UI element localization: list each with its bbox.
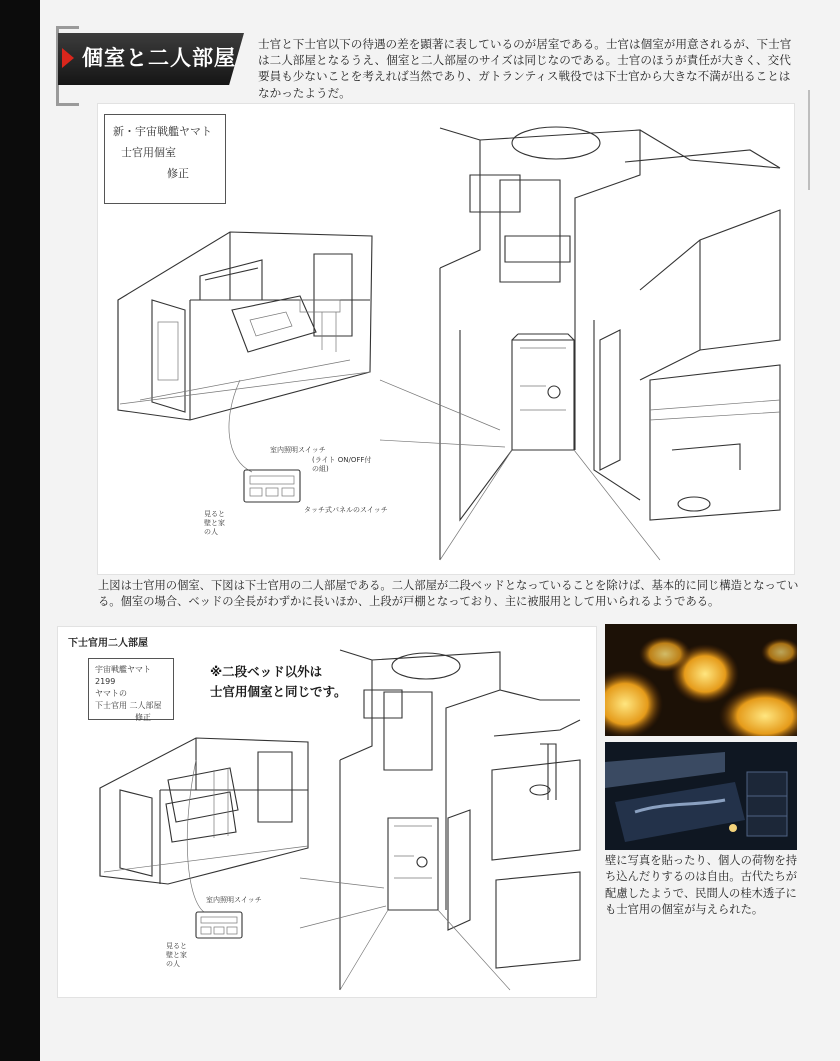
nco-light-switch-sketch: [196, 912, 242, 938]
officer-switch-label: 室内照明スイッチ: [270, 446, 326, 454]
nco-sheet-label: 下士官用二人部屋: [68, 638, 148, 649]
officer-bottom-note: タッチ式パネルのスイッチ: [304, 506, 388, 514]
note-line: ヤマトの: [95, 689, 127, 698]
figure-caption-top: 上図は士官用の個室、下図は下士官用の二人部屋である。二人部屋が二段ベッドとなっていることを除けば、基本的に同じ構造となっている。個室の場合、ベッドの全長がわずかに長いほか、上段が戸棚となっており、主に被服用として用いられるようである。: [98, 579, 799, 608]
nco-switch-label: 室内照明スイッチ: [206, 896, 262, 904]
fire-scene-photo: [605, 624, 797, 736]
note-line: 修正: [167, 167, 189, 180]
intro-paragraph: 士官と下士官以下の待遇の差を顕著に表しているのが居室である。士官は個室が用意されるが、下士官は二人部屋となるうえ、個室と二人部屋のサイズは同じなのである。士官のほうが責任が大きく、交代要員も少ないことを考えれば当然であり、ガトランティス戦役では下士官から大きな不満が出ることはなかったようだ。: [258, 37, 792, 100]
nco-room-isometric: [100, 738, 308, 912]
nco-corridor-perspective: [300, 650, 580, 990]
crew-room-photo: [605, 742, 797, 850]
officer-left-note: 見ると壁と家の人: [204, 510, 225, 536]
photo-caption: 壁に写真を貼ったり、個人の荷物を持ち込んだりするのは自由。古代たちが配慮したようで、民間人の桂木透子にも士官用の個室が与えられた。: [605, 854, 798, 916]
nco-left-note: 見ると壁と家の人: [166, 942, 187, 968]
note-line: 下士官用 二人部屋: [95, 701, 162, 710]
note-line: ※二段ベッド以外は: [210, 664, 323, 679]
officer-switch-note: (ライト ON/OFF付の組): [312, 456, 372, 473]
note-line: 宇宙戦艦ヤマト2199: [95, 665, 151, 686]
section-title: 個室と二人部屋: [82, 46, 236, 70]
fire-scene-graphic: [605, 624, 797, 736]
note-line: 修正: [135, 713, 151, 722]
note-line: 士官用個室と同じです。: [210, 684, 347, 699]
note-line: 士官用個室: [121, 146, 176, 159]
note-line: 新・宇宙戦艦ヤマト: [113, 125, 212, 138]
crew-room-graphic: [605, 742, 797, 850]
